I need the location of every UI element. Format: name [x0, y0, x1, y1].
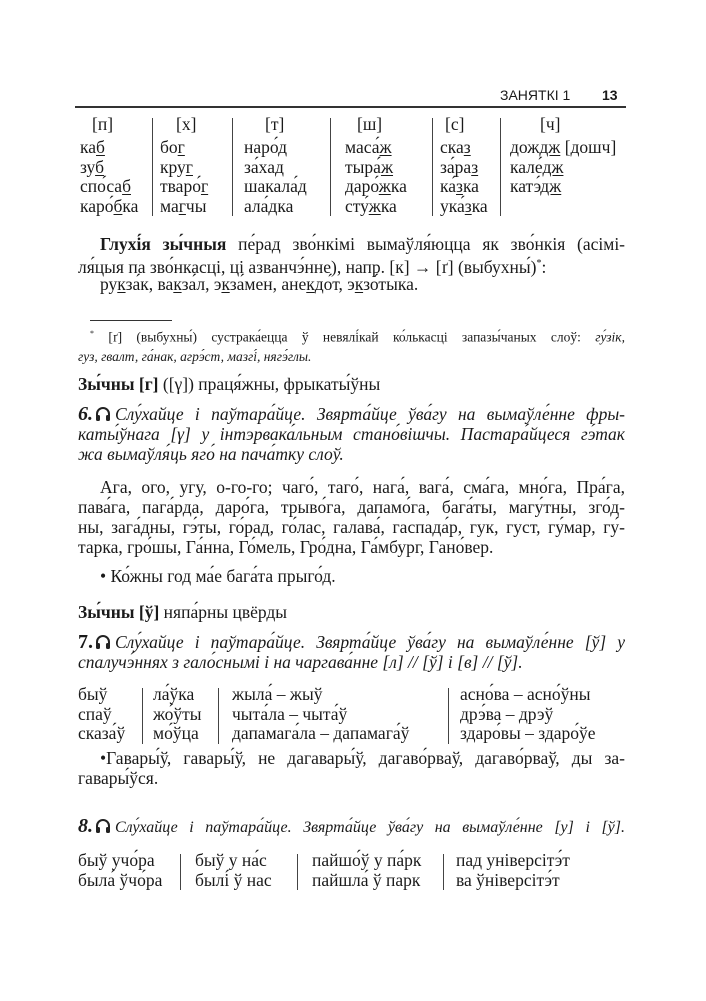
exercise-number: 8.	[78, 815, 93, 837]
column-divider	[448, 688, 449, 744]
rule-text: ля́цыя па зво́нкасці, ці азванчэ́нне), напр. [к] → [ґ] (выбухны́)	[78, 256, 537, 277]
word-part: до́т,	[314, 274, 348, 294]
exercise-number: 6.	[78, 403, 93, 425]
word-part: даро́	[345, 176, 379, 196]
word-part: маса́	[345, 137, 380, 157]
table-word: пад універсітэ́т	[456, 850, 570, 870]
voiceless-consonants-table	[0, 114, 706, 219]
word-part: ка	[277, 195, 294, 216]
table-word	[80, 137, 105, 158]
column-divider	[330, 118, 331, 216]
instruction-text: спалучэ́ннях з гало́снымі і на чаргава́нне [л] // [ў] і [в] // [ў].	[78, 652, 523, 672]
table-word: быў	[78, 684, 108, 704]
column-divider	[432, 118, 433, 216]
table-word	[510, 176, 561, 197]
footnote-examples: гу́зік,	[595, 329, 625, 345]
footnote-marker: *	[90, 329, 94, 338]
underlined-letter: к	[173, 274, 182, 294]
table-word: спаў	[78, 703, 112, 724]
word-part: зу	[80, 156, 96, 177]
underlined-letter: д	[274, 156, 284, 177]
table-word	[244, 196, 293, 217]
column-header: [с]	[445, 114, 465, 134]
underlined-letter: г	[177, 137, 185, 157]
underlined-letter: дж	[542, 156, 564, 177]
table-word: быў учо́ра	[78, 850, 155, 870]
column-header: [х]	[176, 114, 197, 134]
table-word: ва ўніверсітэ́т	[456, 869, 560, 890]
column-divider	[142, 688, 143, 744]
underlined-letter: к	[306, 274, 315, 294]
table-word	[440, 196, 488, 217]
word-part: за́мен,	[229, 274, 282, 294]
instruction-text: каты́ўнага [γ] у інтэрвака́льным стано́вішчы. Пастара́йцеся гэ́так	[78, 424, 625, 444]
underlined-letter: б	[122, 176, 131, 196]
underlined-letter: к	[117, 274, 126, 294]
word-part: за́ра	[440, 156, 472, 177]
rule-text: пе́рад зво́нкімі вымаўля́юцца як зво́нкія (асімі-	[226, 234, 626, 254]
word-part: ру	[100, 274, 118, 294]
underlined-letter: к	[354, 274, 364, 294]
underlined-letter: ж	[378, 176, 391, 196]
word-part: ка	[80, 137, 97, 157]
table-word: ла́ўка	[153, 684, 195, 704]
underlined-letter: ж	[379, 137, 392, 157]
footnote-rule	[90, 320, 172, 321]
table-word: здаро́вы – здаро́ўе	[460, 723, 596, 743]
word-part: дож	[510, 137, 540, 157]
heading-text: няпа́рны цвёрды	[159, 602, 288, 622]
table-word: былі́ ў нас	[195, 869, 272, 890]
exercise-7-instruction	[78, 632, 625, 672]
heading-text: ([γ]) праця́жны, фрыкаты́ўны	[158, 374, 381, 394]
column-divider	[443, 854, 444, 890]
column-divider	[152, 118, 153, 216]
underlined-letter: д	[268, 195, 278, 216]
rule-text: :	[541, 256, 547, 277]
column-header: [ш]	[357, 114, 383, 134]
table-word	[440, 176, 479, 197]
footnote-text: [ґ] (выбухны́) сустрака́ецца ў невялі́кай ко́лькасці запазы́чаных слоў:	[94, 329, 596, 345]
heading-bold: Зы́чны [г]	[78, 374, 159, 394]
table-word: асно́ва – асно́ўны	[460, 684, 591, 704]
word-part: шакала́	[244, 176, 298, 196]
word-part: наро́	[244, 137, 279, 157]
word-part: ала́	[244, 195, 269, 216]
exercise-7-sentence	[78, 748, 625, 788]
column-divider	[218, 688, 219, 744]
table-word: пайшла́ ў парк	[312, 869, 421, 890]
table-word	[244, 157, 284, 178]
underlined-letter: з	[471, 156, 479, 177]
word-part: ка	[122, 195, 139, 216]
example-word	[158, 274, 214, 294]
underlined-letter: г	[185, 156, 193, 177]
column-header: [ч]	[540, 114, 561, 134]
word-part: зо́тыка.	[363, 274, 419, 294]
rule-examples	[78, 274, 625, 294]
table-word: мо́ўца	[153, 723, 199, 743]
word-part: ска	[440, 137, 464, 157]
underlined-letter: з	[463, 137, 471, 157]
table-word: сказа́ў	[78, 723, 126, 743]
sentence-line: •Гавары́ў, гавары́ў, не дагавары́ў, дагаво́рваў, дагаво́рваў, ды за-	[100, 748, 625, 768]
exercise-6-text	[78, 477, 625, 557]
example-word	[100, 274, 158, 294]
table-word	[345, 137, 392, 158]
word-part: за́к,	[125, 274, 158, 294]
word-part: [дошч]	[560, 137, 617, 157]
underlined-letter: дж	[540, 176, 562, 196]
table-word: быў у на́с	[195, 850, 267, 870]
column-header: [т]	[265, 114, 285, 134]
column-divider	[500, 118, 501, 216]
word-part: ка	[462, 176, 479, 196]
table-word: жо́ўты	[153, 703, 202, 724]
exercise-8-instruction	[78, 816, 625, 836]
exercise-8-table	[0, 850, 706, 894]
table-word	[80, 176, 131, 197]
instruction-text: Слу́хайце і паўтара́йце. Звярта́йце ўва́гу на вымаўле́нне [у] і [ў].	[115, 819, 625, 836]
table-word	[160, 137, 185, 158]
word-part: тыра́	[345, 156, 381, 177]
word-part: кру	[160, 156, 186, 177]
exercise-6-proverb: • Ко́жны год ма́е бага́та прыго́д.	[100, 566, 336, 586]
word-part: катэ́	[510, 176, 541, 196]
underlined-letter: ж	[368, 195, 381, 216]
instruction-text: Слу́хайце і паўтара́йце. Звярта́йце ўва́гу на вымаўле́нне фры-	[115, 404, 625, 424]
table-word	[510, 157, 563, 178]
headphones-icon[interactable]	[95, 406, 111, 422]
word-part: ка	[471, 195, 488, 216]
column-divider	[232, 118, 233, 216]
underlined-letter: б	[95, 156, 104, 177]
example-word	[347, 274, 418, 294]
example-word	[281, 274, 347, 294]
table-word	[160, 176, 208, 197]
table-word	[510, 137, 616, 158]
table-word	[440, 137, 471, 158]
table-word	[345, 157, 393, 178]
word-part: ма	[160, 195, 179, 216]
heading-consonant-u	[78, 602, 287, 623]
word-part: бо	[160, 137, 178, 157]
word-part: тваро́	[160, 176, 201, 196]
heading-consonant-g	[78, 374, 380, 395]
table-word: дапамага́ла – дапамага́ў	[232, 723, 410, 743]
exercise-6-instruction	[78, 404, 625, 464]
table-word: чыта́ла – чыта́ў	[232, 703, 348, 724]
rule-term: Глухі́я зы́чныя	[100, 234, 227, 254]
underlined-letter: г	[200, 176, 209, 196]
word-part: ва	[157, 274, 174, 294]
header-rule	[75, 106, 626, 108]
footnote-marker: *	[536, 258, 542, 269]
column-header: [п]	[92, 114, 114, 134]
underlined-letter: ж	[380, 156, 394, 177]
table-word	[345, 176, 407, 197]
underlined-letter: б	[96, 137, 105, 157]
headphones-icon[interactable]	[95, 634, 111, 650]
word-part: каро́	[80, 195, 114, 216]
underlined-letter: дж	[539, 137, 561, 157]
word-part: ука́	[440, 195, 465, 216]
table-word	[80, 157, 104, 178]
rule-paragraph	[78, 234, 625, 294]
sentence-line: гавары́ўся.	[78, 768, 159, 788]
exercise-7-table	[0, 684, 706, 748]
word-part: э	[347, 274, 355, 294]
instruction-text: Слу́хайце і паўтара́йце. Звярта́йце ўва́гу на вымаўле́нне [ў] у	[115, 632, 625, 652]
table-word	[160, 196, 206, 217]
table-word	[244, 176, 307, 197]
footnote	[78, 324, 625, 366]
column-divider	[297, 854, 298, 890]
exercise-number: 7.	[78, 631, 93, 653]
underlined-letter: д	[278, 137, 288, 157]
word-part: э	[213, 274, 222, 294]
word-part: сту́	[345, 195, 369, 216]
word-part: ка	[380, 195, 397, 216]
example-word	[214, 274, 281, 294]
table-word: была́ ўчо́ра	[78, 869, 163, 890]
table-word	[80, 196, 138, 217]
word-list-line: Ага, ого, угу, о-го-го; чаго́, таго́, нага́, вага́, сма́га, мно́га, Пра́га,	[100, 477, 625, 497]
underlined-letter: д	[297, 176, 307, 196]
word-part: ане	[281, 274, 307, 294]
underlined-letter: з	[456, 176, 463, 196]
word-part: чы	[185, 195, 207, 216]
instruction-text: жа вымаўля́ць яго́ на пача́тку слоў.	[78, 444, 344, 464]
underlined-letter: з	[464, 195, 472, 216]
headphones-icon[interactable]	[95, 818, 111, 834]
underlined-letter: к	[221, 274, 230, 294]
word-part: за́л,	[181, 274, 214, 294]
word-part: спо́са	[80, 176, 123, 196]
table-word: пайшо́ў у па́рк	[312, 850, 422, 870]
underlined-letter: б	[113, 195, 123, 216]
word-part: ка	[390, 176, 407, 196]
table-word	[160, 157, 193, 178]
table-word	[440, 157, 478, 178]
word-list-line: ны, зага́дны, гэ́ты, го́рад, го́лас, галава́, гаспада́р, гук, густ, гу́мар, гу́-	[78, 517, 625, 537]
table-word: жыла́ – жыў	[232, 684, 323, 704]
page-number: 13	[602, 87, 618, 103]
running-header-section: ЗАНЯТКІ 1	[500, 87, 571, 103]
table-word	[244, 137, 287, 158]
heading-bold: Зы́чны [ў]	[78, 602, 160, 622]
word-part: ка́	[440, 176, 457, 196]
word-list-line: пава́га, пага́рда, даро́га, трыво́га, дапамо́га, бага́ты, магу́тны, зго́д-	[78, 497, 625, 517]
underlined-letter: г	[178, 195, 186, 216]
table-word: дрэ́ва – дрэў	[460, 703, 554, 724]
word-part: кале́	[510, 156, 543, 177]
word-part: за́ха	[244, 156, 275, 177]
table-word	[345, 196, 397, 217]
column-divider	[180, 854, 181, 890]
word-list-line: тарка, гро́шы, Га́нна, Го́мель, Гро́дна, Га́мбург, Гано́вер.	[78, 537, 494, 557]
footnote-examples: гуз, гвалт, га́нак, агрэ́ст, мазгі́, нягэ́глы.	[78, 348, 312, 364]
